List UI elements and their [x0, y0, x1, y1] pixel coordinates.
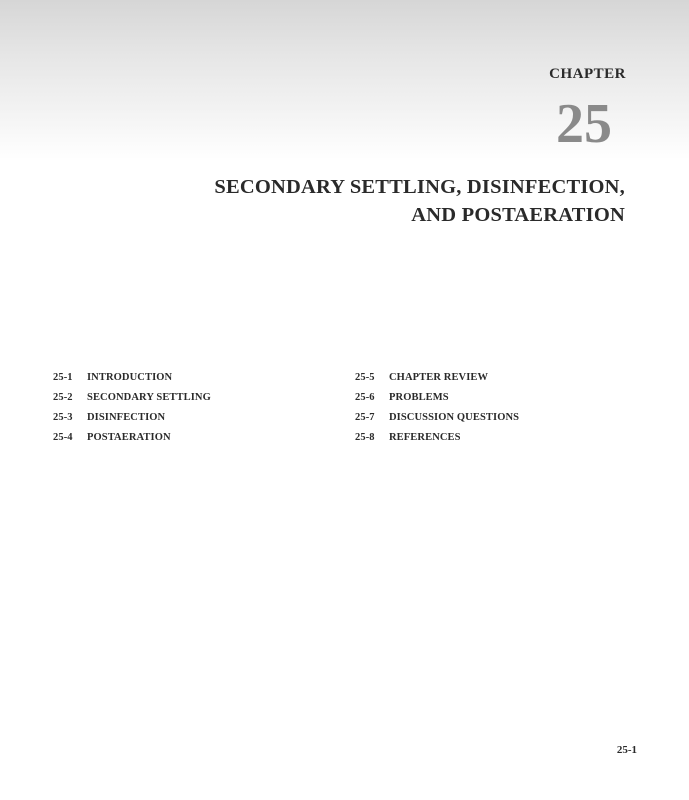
page-number: 25-1 — [616, 744, 637, 756]
toc-item-title: INTRODUCTION — [87, 372, 173, 383]
chapter-title — [65, 173, 625, 229]
toc-item — [53, 392, 211, 412]
chapter-title-line-1: SECONDARY SETTLING, DISINFECTION, — [214, 176, 625, 198]
chapter-label: CHAPTER — [549, 66, 626, 82]
toc-item-number: 25-1 — [53, 372, 73, 383]
toc-item — [355, 392, 519, 412]
toc-item-number: 25-5 — [355, 372, 375, 383]
toc-item-number: 25-6 — [355, 392, 375, 403]
toc-item — [53, 372, 211, 392]
toc-item-title: DISCUSSION QUESTIONS — [389, 412, 520, 423]
toc-item-title: POSTAERATION — [87, 432, 171, 443]
toc-item-title: DISINFECTION — [87, 412, 166, 423]
toc-right-column — [355, 372, 519, 452]
toc-item-number: 25-4 — [53, 432, 73, 443]
chapter-title-line-2: AND POSTAERATION — [411, 204, 625, 226]
toc-item-number: 25-7 — [355, 412, 375, 423]
toc-item-number: 25-3 — [53, 412, 73, 423]
toc-item — [355, 372, 519, 392]
toc-left-column — [53, 372, 211, 452]
toc-item-title: PROBLEMS — [389, 392, 449, 403]
toc-item — [53, 412, 211, 432]
toc-item-title: SECONDARY SETTLING — [87, 392, 211, 403]
toc-item-title: CHAPTER REVIEW — [389, 372, 489, 383]
toc-item — [355, 412, 519, 432]
toc-item-title: REFERENCES — [389, 432, 461, 443]
toc-item — [355, 432, 519, 452]
toc-item — [53, 432, 211, 452]
chapter-number: 25 — [556, 93, 612, 155]
toc-item-number: 25-8 — [355, 432, 375, 443]
toc-item-number: 25-2 — [53, 392, 73, 403]
